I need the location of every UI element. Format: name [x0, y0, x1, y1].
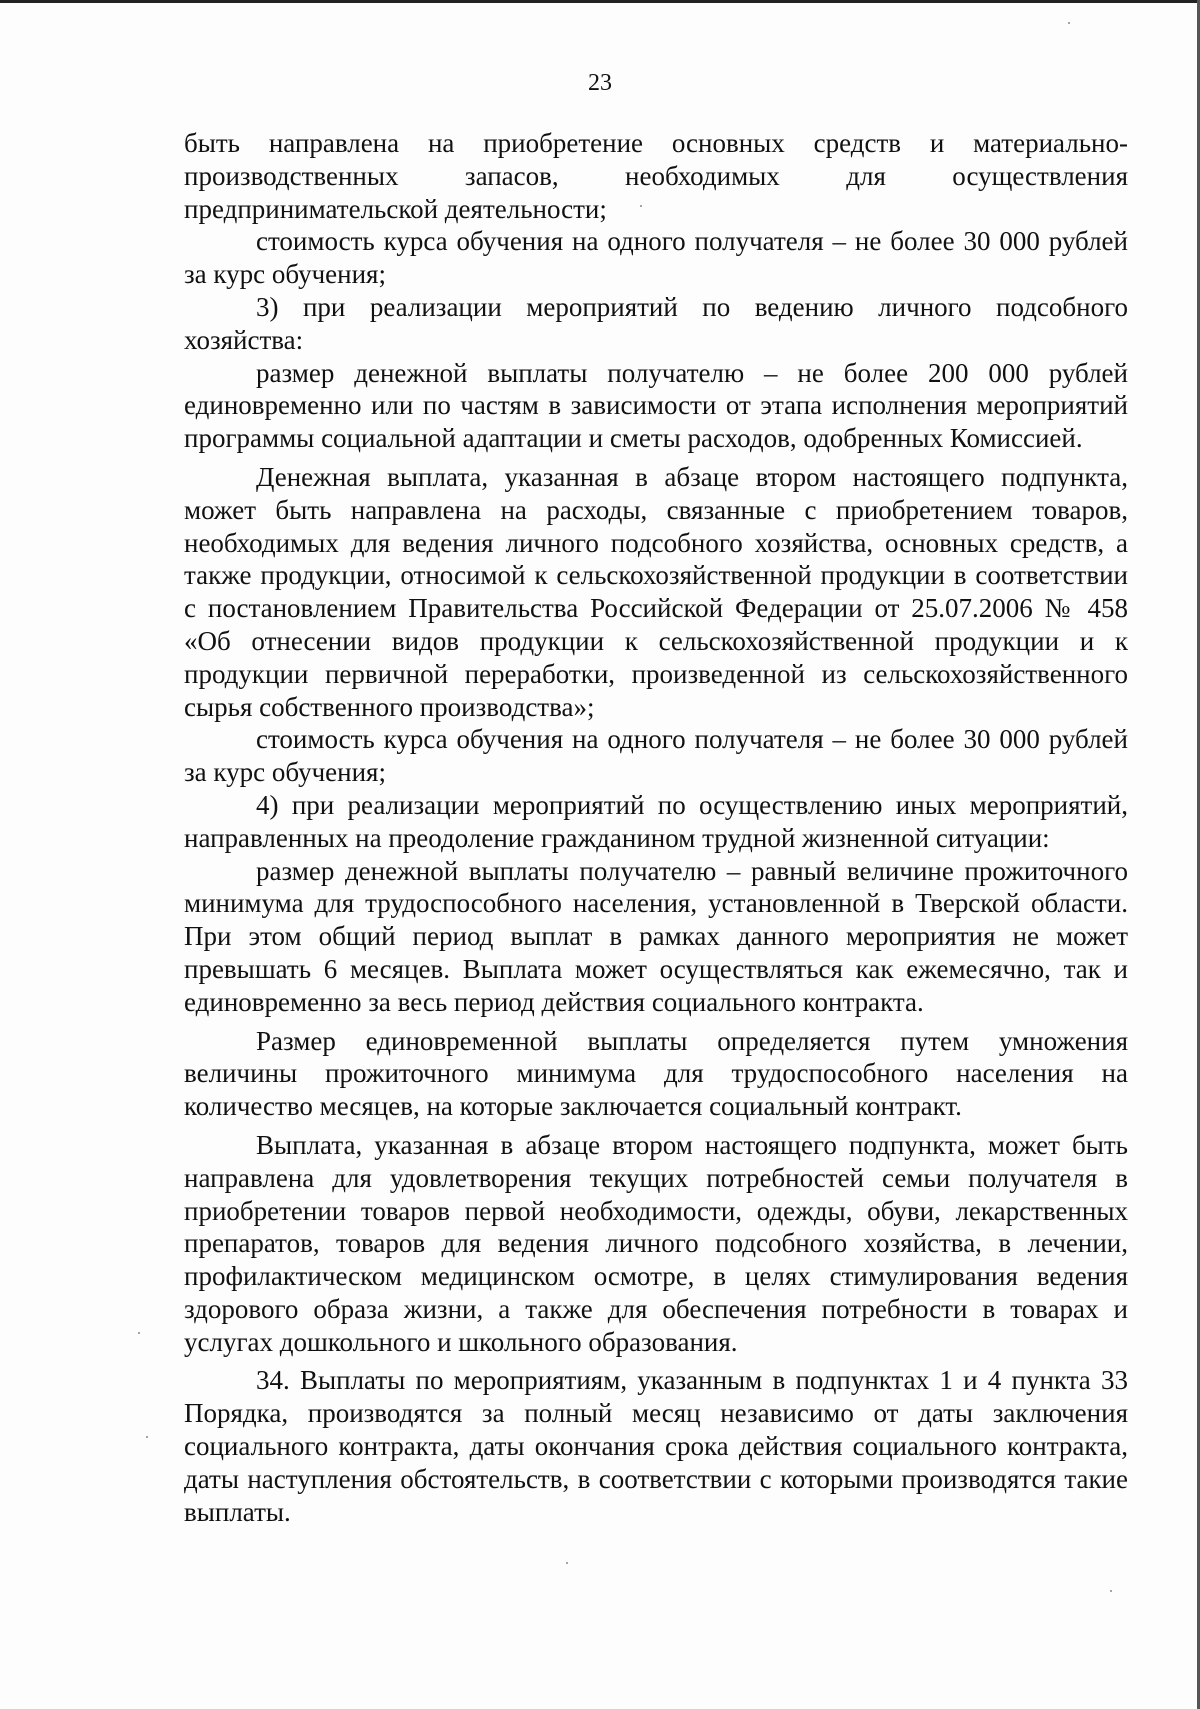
scan-speck	[1110, 1590, 1112, 1592]
document-body	[184, 127, 1128, 1528]
scan-speck	[1068, 22, 1070, 24]
scan-speck	[640, 205, 642, 207]
scan-speck	[138, 1332, 140, 1334]
document-paragraph: стоимость курса обучения на одного получателя – не более 30 000 рублей за курс обучения;	[184, 724, 1128, 788]
document-paragraph: 4) при реализации мероприятий по осуществлению иных мероприятий, направленных на преодоление гражданином трудной жизненной ситуации:	[184, 789, 1128, 853]
document-paragraph: размер денежной выплаты получателю – не более 200 000 рублей единовременно или по частям в зависимости от этапа исполнения мероприятий программы социальной адаптации и сметы расходов, одобренных Комиссией.	[184, 357, 1128, 454]
document-paragraph: 34. Выплаты по мероприятиям, указанным в подпунктах 1 и 4 пункта 33 Порядка, производятся за полный месяц независимо от даты заключения социального контракта, даты окончания срока действия социального контракта, даты наступления обстоятельств, в соответствии с которыми производятся такие выплаты.	[184, 1365, 1128, 1527]
scan-speck	[566, 1562, 568, 1564]
document-paragraph: Размер единовременной выплаты определяется путем умножения величины прожиточного минимума для трудоспособного населения на количество месяцев, на которые заключается социальный контракт.	[184, 1025, 1128, 1122]
document-paragraph: быть направлена на приобретение основных средств и материально-производственных запасов, необходимых для осуществления предпринимательской деятельности;	[184, 128, 1128, 224]
scan-speck	[146, 1436, 148, 1438]
document-paragraph: Выплата, указанная в абзаце втором настоящего подпункта, может быть направлена для удовлетворения текущих потребностей семьи получателя в приобретении товаров первой необходимости, одежды, обуви, лекарственных препаратов, товаров для ведения личного подсобного хозяйства, в лечении, профилактическом медицинском осмотре, в целях стимулирования ведения здорового образа жизни, а также для обеспечения потребности в товарах и услугах дошкольного и школьного образования.	[184, 1129, 1128, 1357]
document-paragraph: 3) при реализации мероприятий по ведению личного подсобного хозяйства:	[184, 291, 1128, 355]
document-paragraph: размер денежной выплаты получателю – равный величине прожиточного минимума для трудоспособного населения, установленной в Тверской области. При этом общий период выплат в рамках данного мероприятия не может превышать 6 месяцев. Выплата может осуществляться как ежемесячно, так и единовременно за весь период действия социального контракта.	[184, 855, 1128, 1017]
document-paragraph: Денежная выплата, указанная в абзаце втором настоящего подпункта, может быть направлена на расходы, связанные с приобретением товаров, необходимых для ведения личного подсобного хозяйства, основных средств, а также продукции, относимой к сельскохозяйственной продукции в соответствии с постановлением Правительства Российской Федерации от 25.07.2006 № 458 «Об отнесении видов продукции к сельскохозяйственной продукции и к продукции первичной переработки, произведенной из сельскохозяйственного сырья собственного производства»;	[184, 461, 1128, 722]
document-paragraph: стоимость курса обучения на одного получателя – не более 30 000 рублей за курс обучения;	[184, 226, 1128, 290]
scan-top-edge	[0, 0, 1200, 3]
page-number: 23	[588, 70, 612, 96]
